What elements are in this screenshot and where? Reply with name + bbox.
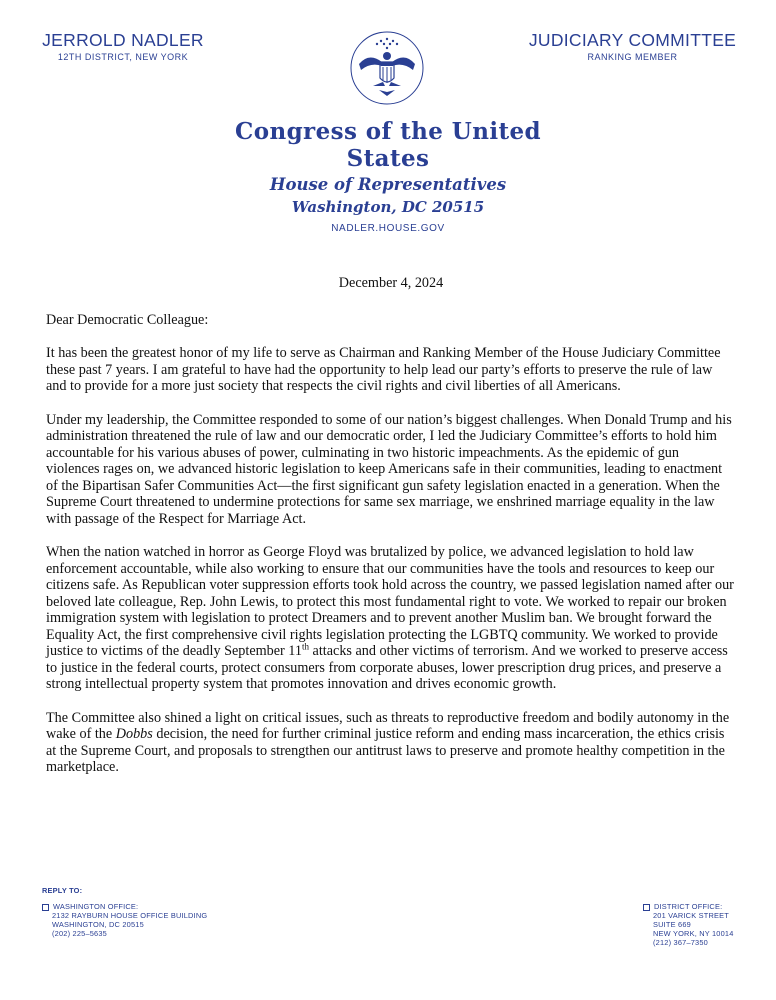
washington-office-phone: (202) 225–5635: [52, 929, 107, 938]
paragraph-4-italic: Dobbs: [115, 726, 153, 742]
washington-office-label: WASHINGTON OFFICE:: [53, 902, 139, 911]
masthead-house: House of Representatives: [269, 175, 507, 194]
paragraph-3-superscript: th: [301, 641, 309, 652]
masthead-city: Washington, DC 20515: [291, 198, 485, 216]
paragraph-2: Under my leadership, the Committee responded to some of our nation’s biggest challenges. When Donald Trump and his administration threatened the rule of law and our democratic order, I led the Judiciary Committee’s efforts to hold him accountable for his various abuses of power, culminating in two historic impeachments. As the epidemic of gun violences rages on, we advanced historic legislation to keep Americans safe in their communities, leading to enactment of the Bipartisan Safer Communities Act—the first significant gun safety legislation enacted in a generation. When the Supreme Court threatened to undermine protections for same sex marriage, we enshrined marriage equality in the law with passage of the Respect for Marriage Act.: [46, 411, 732, 527]
member-name: JERROLD NADLER: [42, 30, 204, 50]
district-office-address-1: 201 VARICK STREET: [653, 911, 729, 920]
masthead: [230, 118, 546, 234]
masthead-website: NADLER.HOUSE.GOV: [331, 223, 445, 234]
paragraph-1: It has been the greatest honor of my life to serve as Chairman and Ranking Member of the House Judiciary Committee these past 7 years. I am grateful to have had the opportunity to help lead our party’s efforts to preserve the rule of law and to provide for a more just society that respects the civil rights and civil liberties of all Americans.: [46, 345, 721, 394]
washington-office-checkbox: [42, 904, 49, 911]
footer: [0, 886, 776, 956]
letter-date: December 4, 2024: [338, 275, 444, 291]
member-header: [38, 30, 208, 62]
member-district: 12TH DISTRICT, NEW YORK: [57, 52, 189, 62]
reply-to-label: REPLY TO:: [42, 886, 83, 895]
district-office: [643, 902, 734, 947]
paragraph-3-part-a: When the nation watched in horror as George Floyd was brutalized by police, we advanced legislation to hold law enforcement accountable, while also working to ensure that our communities have the tools and resources to keep our citizens safe. As Republican voter suppression efforts took hold across the country, we passed legislation named after our beloved late colleague, Rep. John Lewis, to protect this most fundamental right to vote. We worked to repair our broken immigration system with legislation to protect Dreamers and to prevent another Muslim ban. We brought forward the Equality Act, the first comprehensive civil rights legislation protecting the LGBTQ community. We worked to provide justice to victims of the deadly September 11: [46, 544, 734, 659]
salutation: Dear Democratic Colleague:: [46, 311, 209, 328]
washington-office-address-1: 2132 RAYBURN HOUSE OFFICE BUILDING: [52, 911, 208, 920]
district-office-checkbox: [643, 904, 650, 911]
washington-office-address-2: WASHINGTON, DC 20515: [52, 920, 144, 929]
district-office-phone: (212) 367–7350: [653, 938, 708, 947]
paragraph-3-part-b: attacks and other victims of terrorism. And we worked to preserve access to justice in the federal courts, protect consumers from corporate abuses, lower prescription drug prices, and preserve a strong intellectual property system that promotes innovation and drives economic growth.: [46, 643, 728, 692]
district-office-address-2: SUITE 669: [653, 920, 691, 929]
committee-title: JUDICIARY COMMITTEE: [528, 30, 737, 50]
letter-body: [46, 275, 736, 793]
paragraph-4-part-b: decision, the need for further criminal justice reform and ending mass incarceration, the ethics crisis at the Supreme Court, and proposals to strengthen our antitrust laws to preserve and promote healthy competition in the marketplace.: [46, 726, 725, 775]
district-office-label: DISTRICT OFFICE:: [654, 902, 723, 911]
paragraph-4: [46, 710, 736, 776]
committee-header: [525, 30, 740, 62]
committee-role: RANKING MEMBER: [587, 52, 678, 62]
paragraph-4-part-a: The Committee also shined a light on critical issues, such as threats to reproductive freedom and bodily autonomy in the wake of the: [46, 709, 730, 742]
washington-office: [42, 902, 207, 938]
paragraph-3: [46, 544, 736, 693]
house-seal-icon: [349, 30, 425, 106]
masthead-congress: Congress of the United States: [235, 118, 541, 172]
district-office-address-3: NEW YORK, NY 10014: [653, 929, 734, 938]
